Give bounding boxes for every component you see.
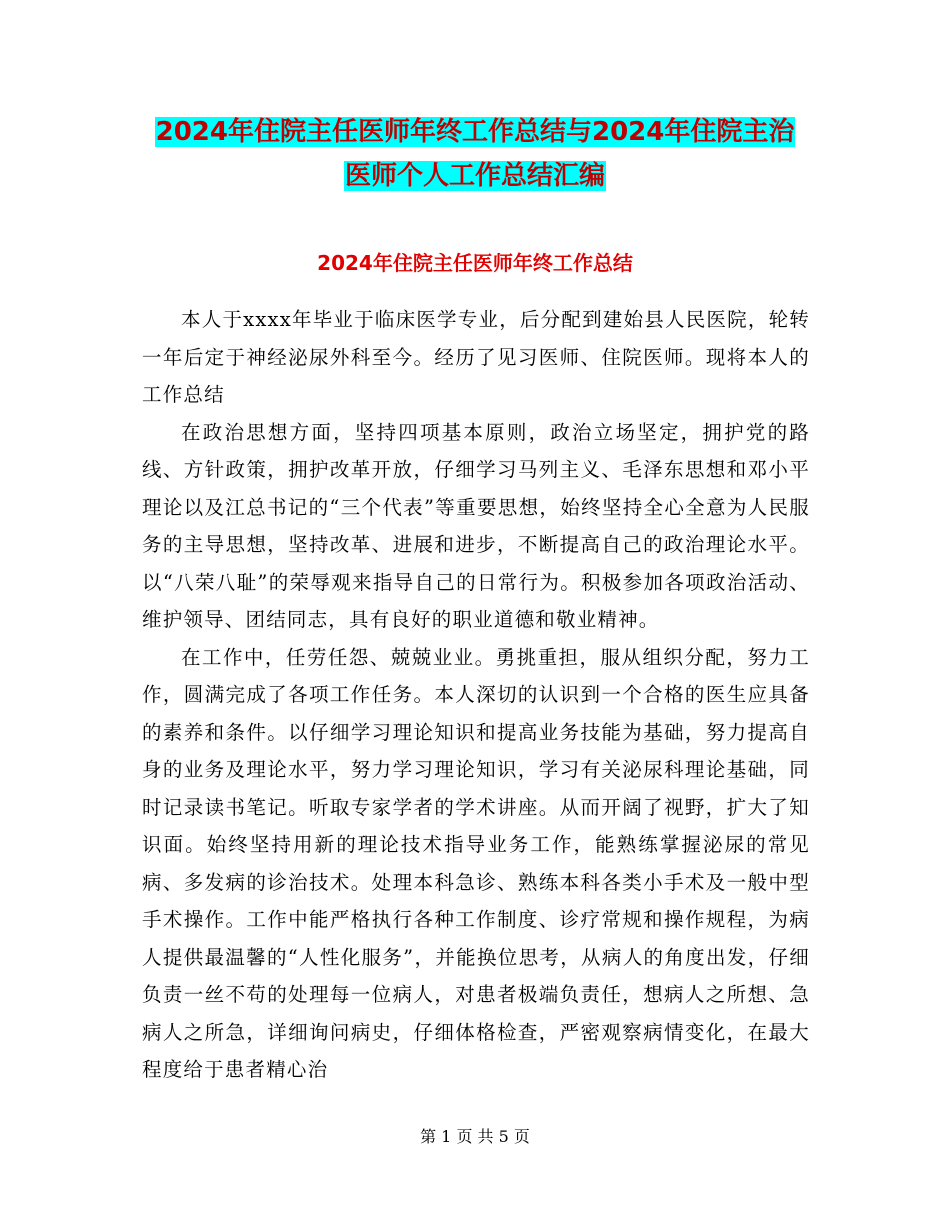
document-title-line-1 bbox=[0, 112, 950, 152]
document-body bbox=[142, 265, 810, 1089]
document-title-line-2 bbox=[0, 156, 950, 196]
paragraph-1: 本人于xxxx年毕业于临床医学专业，后分配到建始县人民医院，轮转一年后定于神经泌尿外科至今。经历了见习医师、住院医师。现将本人的工作总结 bbox=[142, 308, 810, 406]
paragraph-2: 在政治思想方面，坚持四项基本原则，政治立场坚定，拥护党的路线、方针政策，拥护改革开放，仔细学习马列主义、毛泽东思想和邓小平理论以及江总书记的“三个代表”等重要思想，始终坚持全心全意为人民服务的主导思想，坚持改革、进展和进步，不断提高自己的政治理论水平。以“八荣八耻”的荣辱观来指导自己的日常行为。积极参加各项政治活动、维护领导、团结同志，具有良好的职业道德和敬业精神。 bbox=[142, 420, 810, 631]
page-footer: 第 1 页 共 5 页 bbox=[420, 1127, 530, 1146]
paragraph-3: 在工作中，任劳任怨、兢兢业业。勇挑重担，服从组织分配，努力工作，圆满完成了各项工作任务。本人深切的认识到一个合格的医生应具备的素养和条件。以仔细学习理论知识和提高业务技能为基础，努力提高自身的业务及理论水平，努力学习理论知识，学习有关泌尿科理论基础，同时记录读书笔记。听取专家学者的学术讲座。从而开阔了视野，扩大了知识面。始终坚持用新的理论技术指导业务工作，能熟练掌握泌尿的常见病、多发病的诊治技术。处理本科急诊、熟练本科各类小手术及一般中型手术操作。工作中能严格执行各种工作制度、诊疗常规和操作规程，为病人提供最温馨的“人性化服务”，并能换位思考，从病人的角度出发，仔细负责一丝不苟的处理每一位病人，对患者极端负责任，想病人之所想、急病人之所急，详细询问病史，仔细体格检查，严密观察病情变化，在最大程度给于患者精心治 bbox=[142, 645, 810, 1081]
document-title-line-1-text: 2024年住院主任医师年终工作总结与2024年住院主治 bbox=[155, 117, 795, 147]
section-title: 2024年住院主任医师年终工作总结 bbox=[317, 251, 633, 275]
document-title-line-2-text: 医师个人工作总结汇编 bbox=[344, 161, 605, 191]
